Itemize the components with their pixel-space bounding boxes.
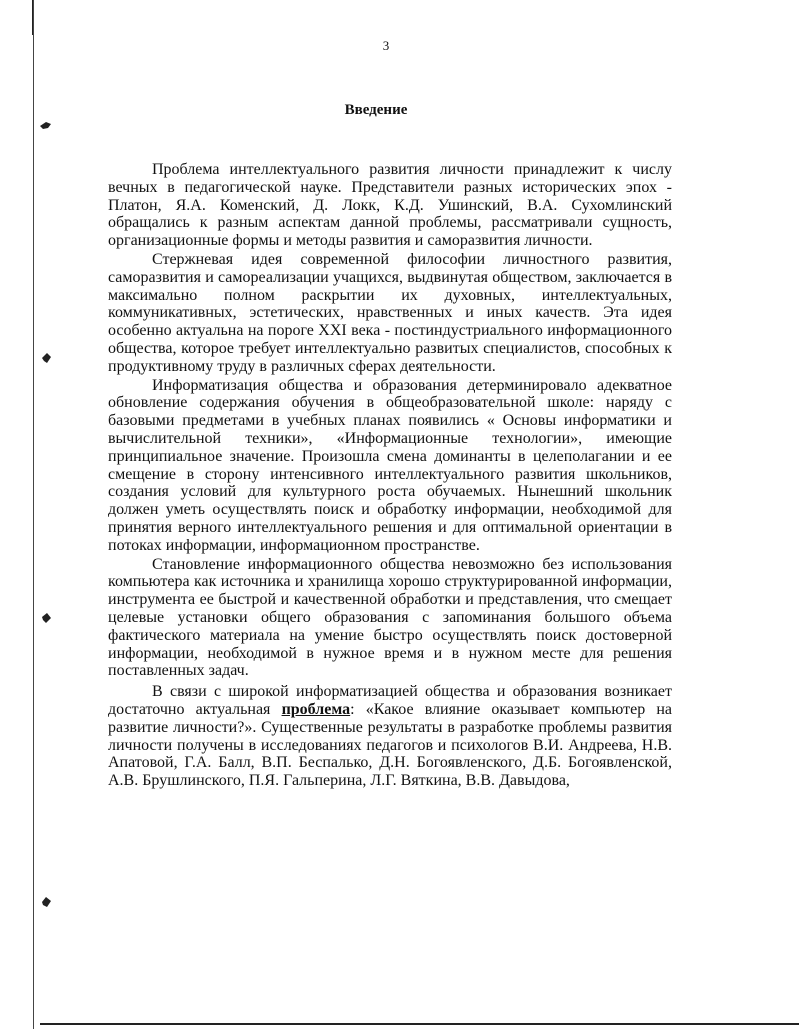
paragraph: Информатизация общества и образования детерминировало адекватное обновление содержания обучения в общеобразовательной школе: наряду с базовыми предметами в учебных планах появились « Основы информатики и вычислительной техники», «Информационные технологии», имеющие принципиальное значение. Произошла смена доминанты в целеполагании и ее смещение в сторону интенсивного интеллектуального развития школьников, создания условий для культурного роста обучаемых. Нынешний школьник должен уметь осуществлять поиск и обработку информации, необходимой для принятия верного интеллектуального решения и для оптимальной ориентации в потоках информации, информационном пространстве. xyxy=(108,376,672,554)
page-number: 3 xyxy=(382,38,390,53)
paragraph-text: : «Какое влияние оказывает компьютер на развитие личности?». Существенные результаты в разработке проблемы развития личности получены в исследованиях педагогов и психологов В.И. Андреева, Н.В. Апатовой, Г.А. Балл, В.П. Беспалько, Д.Н. Богоявленского, Д.Б. Богоявленской, А.В. Брушлинского, П.Я. Гальперина, Л.Г. Вяткина, В.В. Давыдова, xyxy=(108,700,672,790)
keyword-problem: проблема xyxy=(281,700,351,718)
paragraph-text: В связи с широкой информатизацией общества и образования возникает достаточно актуальная xyxy=(108,683,672,718)
scan-edge-bottom xyxy=(40,1023,799,1025)
binding-hole-mark-icon xyxy=(40,352,52,362)
paragraph xyxy=(108,683,672,790)
paragraph: Проблема интеллектуального развития личности принадлежит к числу вечных в педагогической науке. Представители разных исторических эпох - Платон, Я.А. Коменский, Д. Локк, К.Д. Ушинский, В.А. Сухомлинский обращались к разным аспектам данной проблемы, рассматривали сущность, организационные формы и методы развития и саморазвития личности. xyxy=(108,161,672,250)
section-heading: Введение xyxy=(344,102,408,118)
body-text xyxy=(108,161,672,790)
binding-hole-mark-icon xyxy=(40,120,52,130)
paragraph: Становление информационного общества невозможно без использования компьютера как источника и хранилища хорошо структурированной информации, инструмента ее быстрой и качественной обработки и представления, что смещает целевые установки общего образования с запоминания большого объема фактического материала на умение быстро осуществлять поиск достоверной информации, необходимой в нужное время и в нужном месте для решения поставленных задач. xyxy=(108,555,672,680)
binding-hole-mark-icon xyxy=(40,612,52,622)
scan-edge-left xyxy=(33,0,34,1029)
binding-hole-mark-icon xyxy=(40,896,52,906)
paragraph: Стержневая идея современной философии личностного развития, саморазвития и самореализации учащихся, выдвинутая обществом, заключается в максимально полном раскрытии их духовных, интеллектуальных, коммуникативных, эстетических, нравственных и иных качеств. Эта идея особенно актуальна на пороге XXI века - постиндустриального информационного общества, которое требует интеллектуально развитых специалистов, способных к продуктивному труду в различных сферах деятельности. xyxy=(108,250,672,375)
